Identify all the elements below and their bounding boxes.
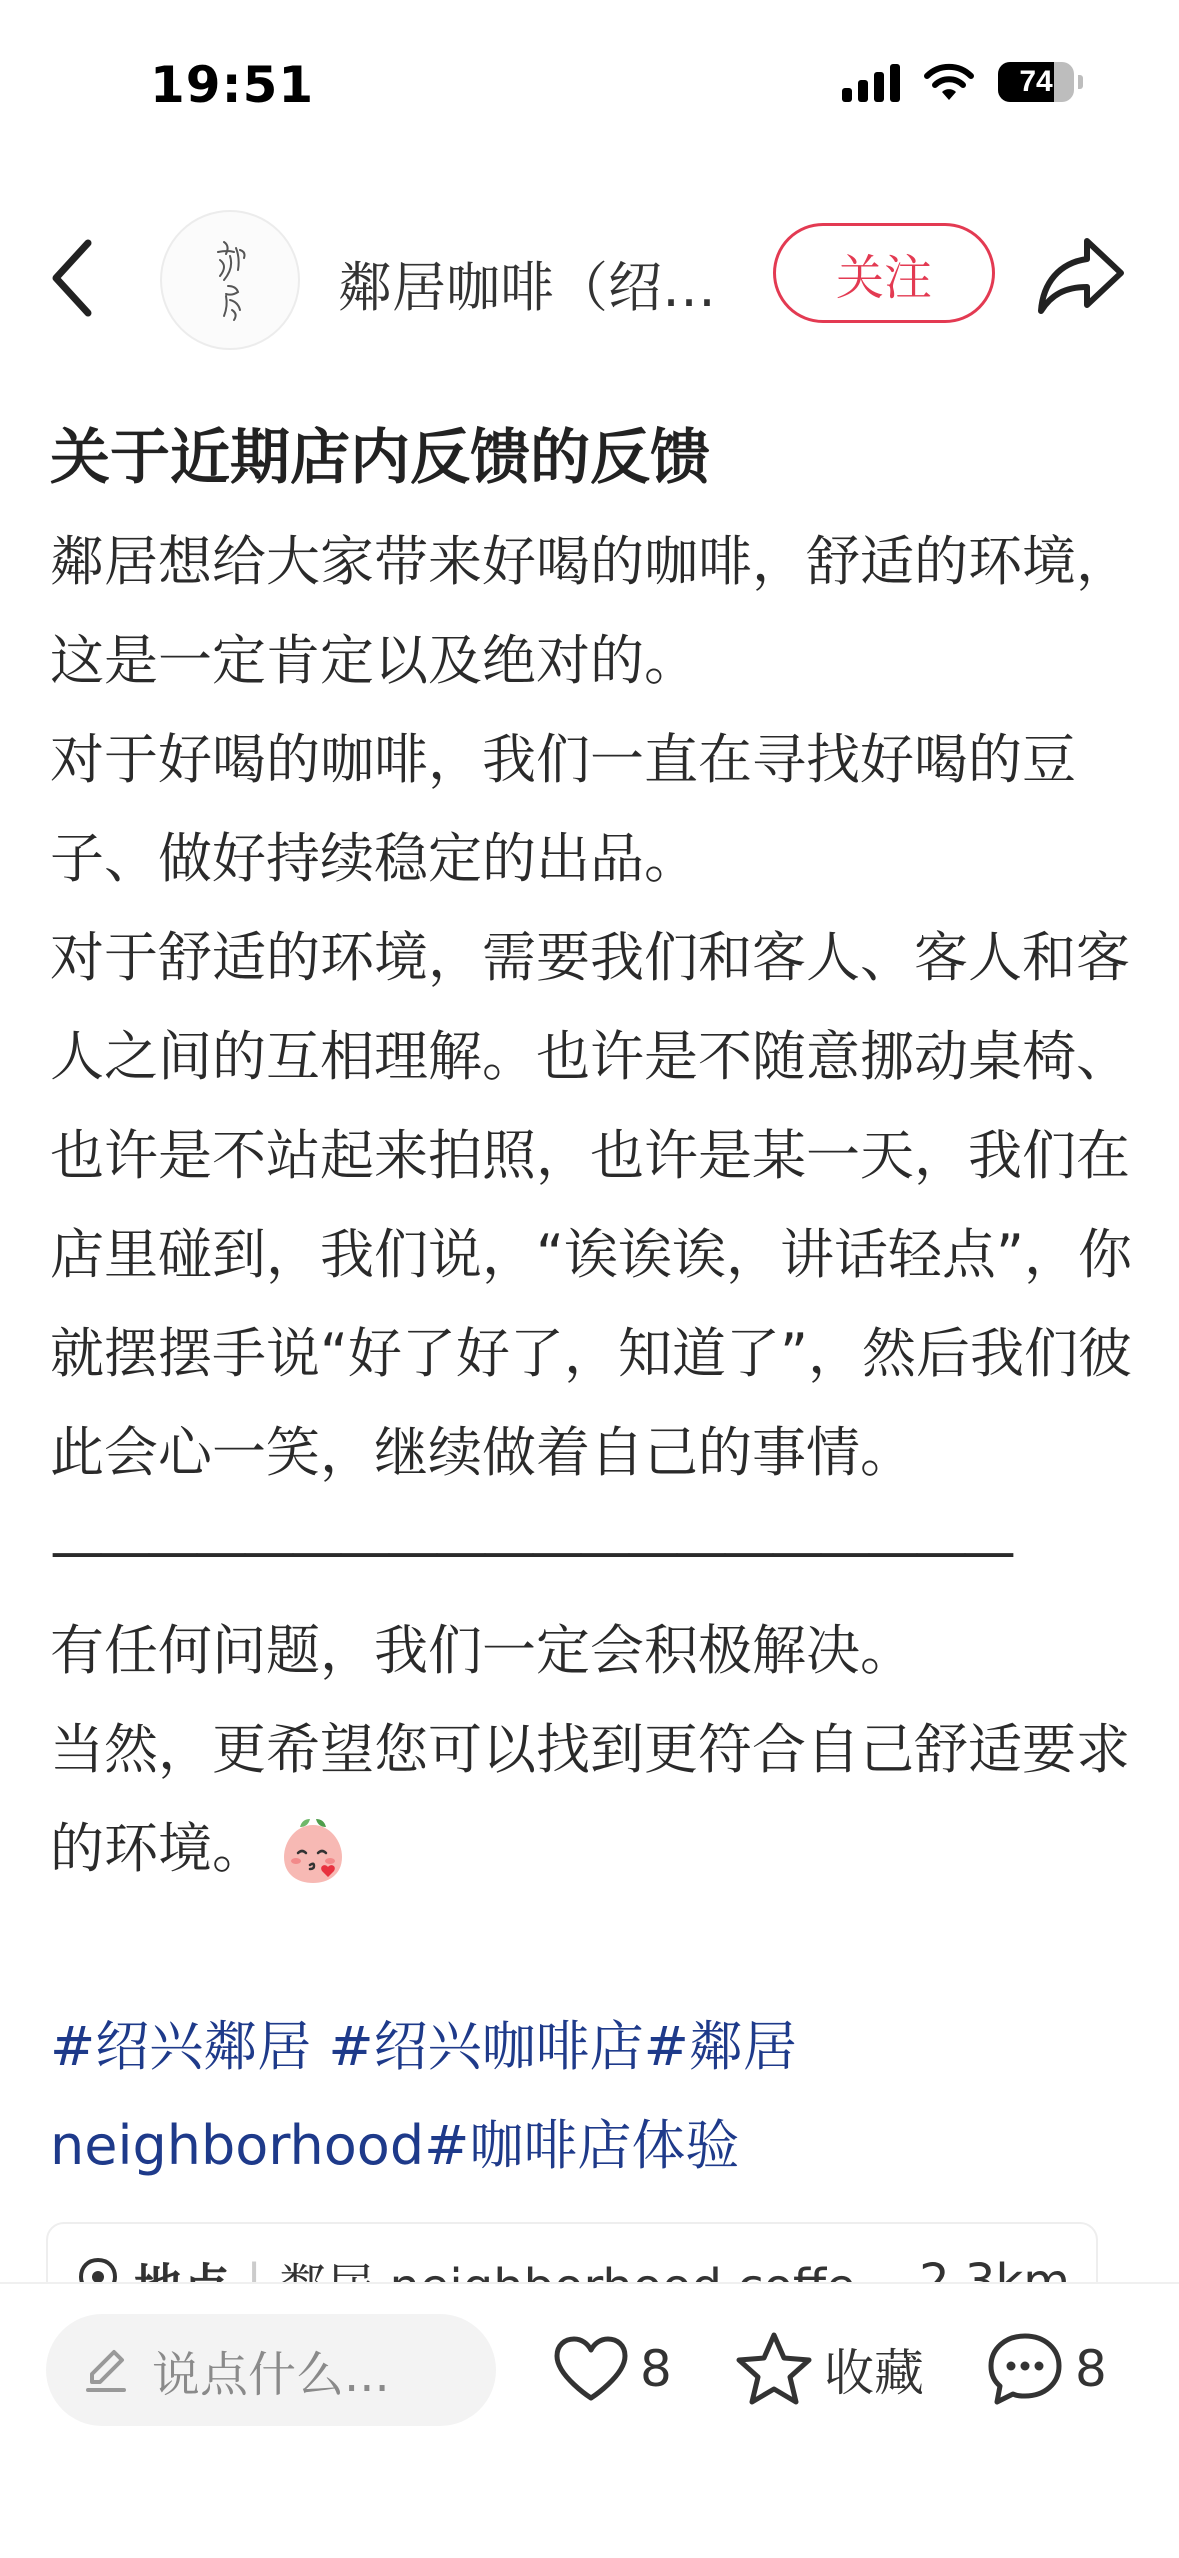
divider-line: ———————————————————— <box>50 1520 1010 1583</box>
post-paragraph: 对于舒适的环境，需要我们和客人、客人和客人之间的互相理解。也许是不随意挪动桌椅、也许是不站起来拍照，也许是某一天，我们在店里碰到，我们说，“诶诶诶，讲话轻点”，你就摆摆手说“好了好了，知道了”，然后我们彼此会心一笑，继续做着自己的事情。 <box>50 926 1132 1484</box>
shop-avatar[interactable] <box>160 210 300 350</box>
peach-blowing-kiss-emoji <box>276 1815 350 1889</box>
favorite-button[interactable] <box>734 2324 924 2414</box>
share-arrow-icon <box>1035 233 1127 319</box>
bottom-action-bar <box>0 2282 1179 2558</box>
post-paragraph: 对于好喝的咖啡，我们一直在寻找好喝的豆子、做好持续稳定的出品。 <box>50 728 1076 890</box>
post-body <box>50 512 1140 1898</box>
follow-button[interactable]: 关注 <box>773 223 995 323</box>
status-icons <box>842 62 1083 102</box>
comment-count: 8 <box>1075 2340 1107 2398</box>
post-paragraph: 鄰居想给大家带来好喝的咖啡，舒适的环境，这是一定肯定以及绝对的。 <box>50 530 1130 692</box>
comment-input[interactable] <box>46 2314 496 2426</box>
pencil-icon <box>82 2346 130 2394</box>
hashtag-list <box>50 1997 1140 2195</box>
post-paragraph-last <box>50 1700 1140 1898</box>
like-count: 8 <box>640 2340 672 2398</box>
post-paragraph: 有任何问题，我们一定会积极解决。 <box>50 1619 914 1682</box>
like-button[interactable] <box>552 2324 672 2414</box>
post-header <box>0 195 1179 365</box>
heart-icon <box>552 2334 630 2404</box>
comment-button[interactable] <box>985 2324 1107 2414</box>
hashtag-linju[interactable]: #鄰居 <box>643 2015 797 2078</box>
comment-bubble-icon <box>985 2330 1065 2408</box>
hashtag-coffee-shop-experience[interactable]: #咖啡店体验 <box>424 2114 740 2177</box>
calligraphy-logo-icon <box>190 230 270 330</box>
star-icon <box>734 2330 814 2408</box>
post-title: 关于近期店内反馈的反馈 <box>50 423 710 493</box>
comment-placeholder: 说点什么... <box>152 2346 390 2403</box>
wifi-icon <box>922 62 976 102</box>
battery-level: 74 <box>1019 65 1053 98</box>
battery-icon <box>998 62 1074 102</box>
chevron-left-icon <box>44 233 104 323</box>
hashtag-neighborhood[interactable]: neighborhood <box>50 2114 425 2177</box>
status-bar <box>0 0 1179 170</box>
hashtag-shaoxing-linju[interactable]: #绍兴鄰居 <box>50 2015 329 2078</box>
favorite-label: 收藏 <box>824 2344 924 2402</box>
back-button[interactable] <box>44 233 124 333</box>
battery-tip <box>1078 75 1083 89</box>
status-time: 19:51 <box>150 56 315 114</box>
share-button[interactable] <box>1035 233 1135 323</box>
post-paragraph-text: 当然，更希望您可以找到更符合自己舒适要求的环境。 <box>50 1718 1130 1880</box>
shop-name[interactable]: 鄰居咖啡（绍… <box>338 256 716 319</box>
cellular-signal-icon <box>842 62 900 102</box>
hashtag-shaoxing-coffee-shop[interactable]: #绍兴咖啡店 <box>328 2015 644 2078</box>
